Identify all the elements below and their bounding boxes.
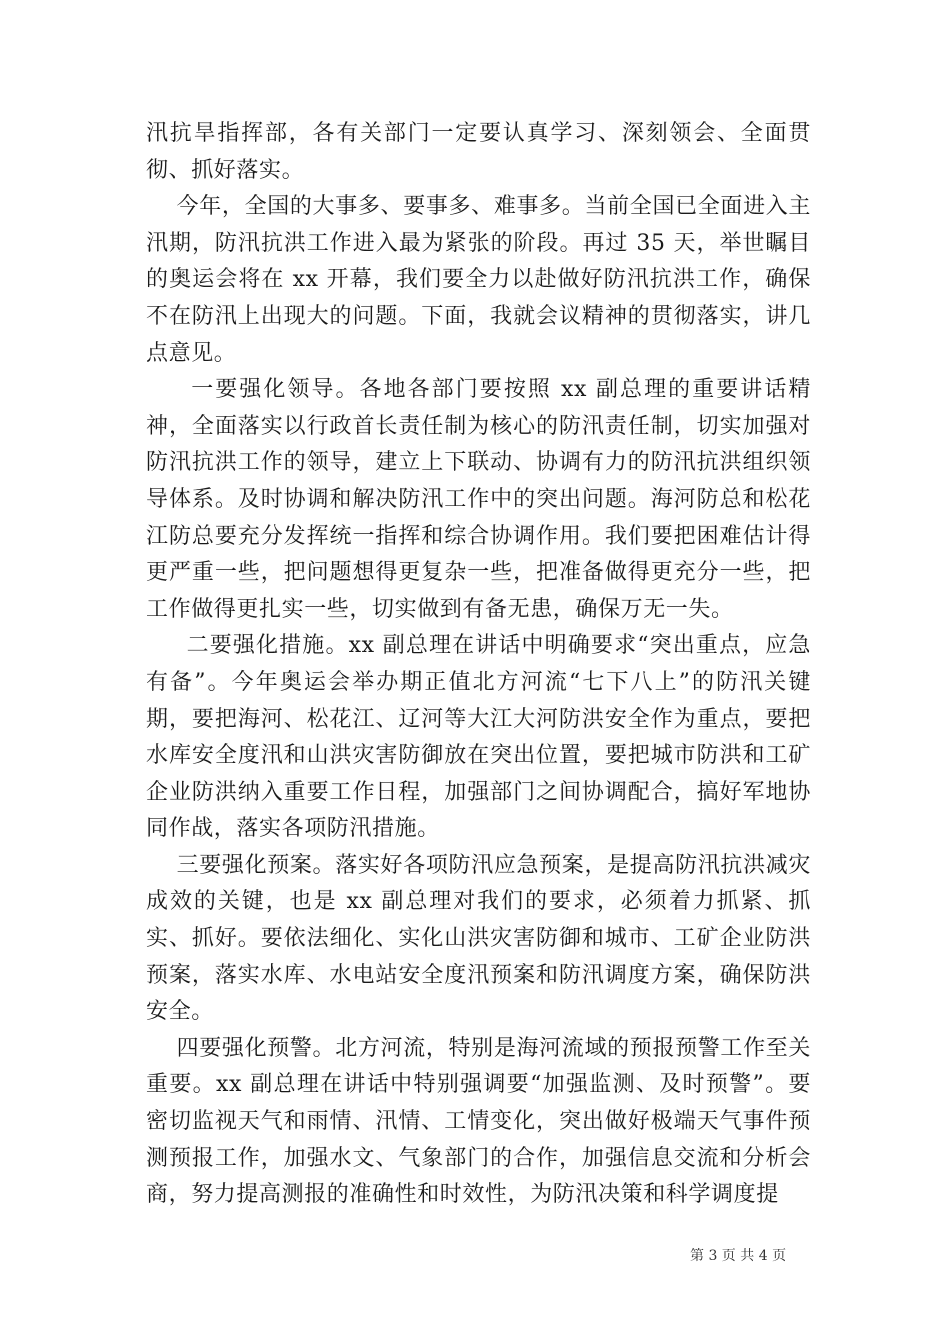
paragraph-6: 四要强化预警。北方河流，特别是海河流域的预报预警工作至关重要。xx 副总理在讲话中特别强调要“加强监测、及时预警”。要密切监视天气和雨情、汛情、工情变化，突出做好极端天气事件预测预报工作，加强水文、气象部门的合作，加强信息交流和分析会商，努力提高测报的准确性和时效性，为防汛决策和科学调度提: [146, 1035, 811, 1208]
paragraph-3: 一要强化领导。各地各部门要按照 xx 副总理的重要讲话精神，全面落实以行政首长责任制为核心的防汛责任制，切实加强对防汛抗洪工作的领导，建立上下联动、协调有力的防汛抗洪组织领导体系。及时协调和解决防汛工作中的突出问题。海河防总和松花江防总要充分发挥统一指挥和综合协调作用。我们要把困难估计得更严重一些，把问题想得更复杂一些，把准备做得更充分一些，把工作做得更扎实一些，切实做到有备无患，确保万无一失。: [146, 377, 811, 622]
paragraph-5: 三要强化预案。落实好各项防汛应急预案，是提高防汛抗洪减灾成效的关键，也是 xx 副总理对我们的要求，必须着力抓紧、抓实、抓好。要依法细化、实化山洪灾害防御和城市、工矿企业防洪预案，落实水库、水电站安全度汛预案和防汛调度方案，确保防洪安全。: [146, 852, 811, 1025]
document-body: [146, 116, 811, 1214]
paragraph-4: 二要强化措施。xx 副总理在讲话中明确要求“突出重点，应急有备”。今年奥运会举办期正值北方河流“七下八上”的防汛关键期，要把海河、松花江、辽河等大江大河防洪安全作为重点，要把水库安全度汛和山洪灾害防御放在突出位置，要把城市防洪和工矿企业防洪纳入重要工作日程，加强部门之间协调配合，搞好军地协同作战，落实各项防汛措施。: [146, 633, 811, 842]
page-number: 第 3 页 共 4 页: [690, 1248, 787, 1264]
paragraph-1: 汛抗旱指挥部，各有关部门一定要认真学习、深刻领会、全面贯彻、抓好落实。: [146, 121, 811, 183]
paragraph-2: 今年，全国的大事多、要事多、难事多。当前全国已全面进入主汛期，防汛抗洪工作进入最为紧张的阶段。再过 35 天，举世瞩目的奥运会将在 xx 开幕，我们要全力以赴做好防汛抗洪工作，确保不在防汛上出现大的问题。下面，我就会议精神的贯彻落实，讲几点意见。: [146, 194, 811, 366]
